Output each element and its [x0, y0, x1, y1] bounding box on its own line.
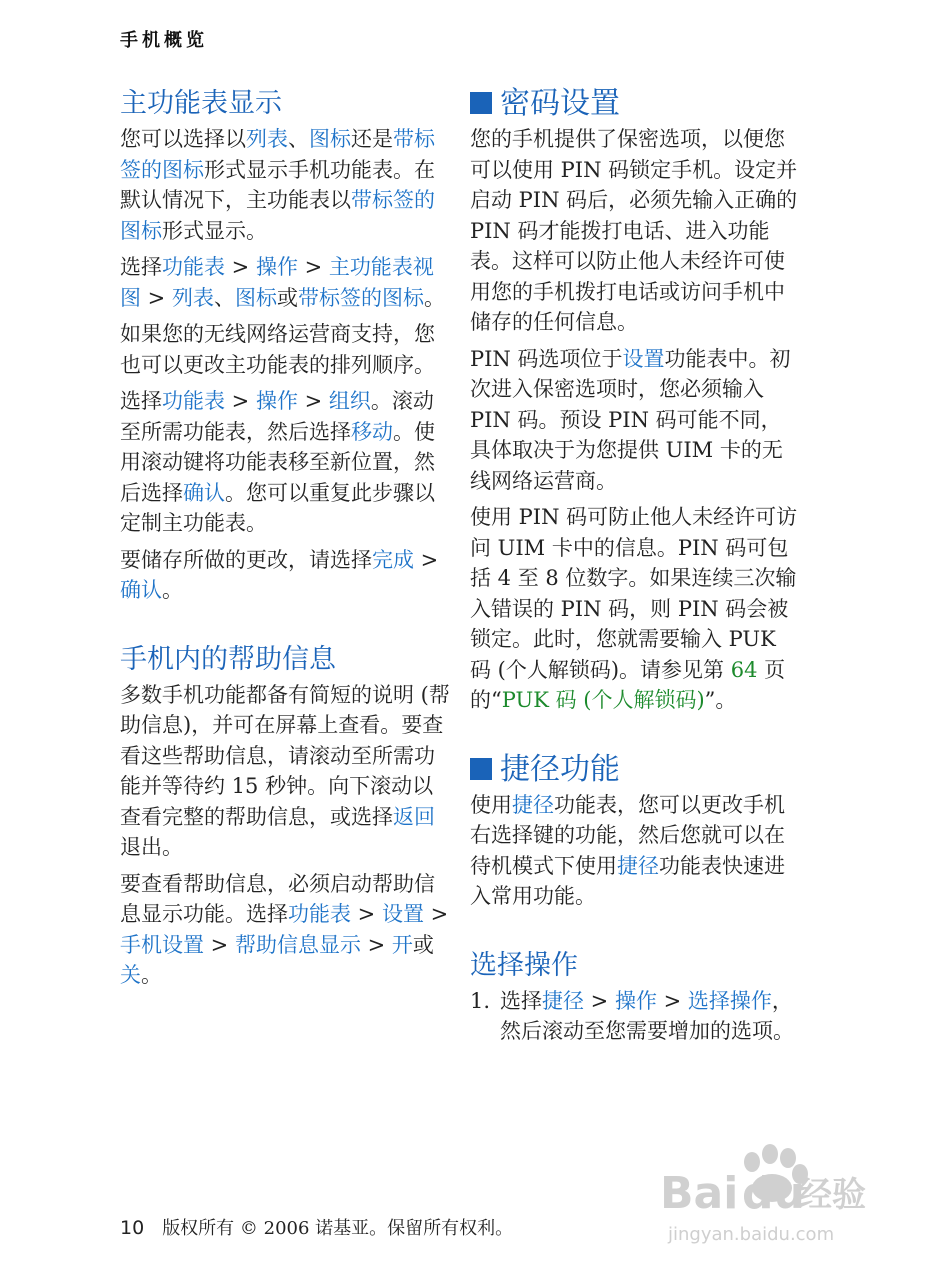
- link-shortcuts[interactable]: 捷径: [512, 792, 554, 817]
- section-title-select-options: 选择操作: [470, 949, 578, 981]
- link-options[interactable]: 操作: [255, 255, 298, 279]
- link-menu[interactable]: 功能表: [162, 255, 225, 279]
- link-settings[interactable]: 设置: [622, 346, 665, 371]
- paragraph: 使用捷径功能表，您可以更改手机右选择键的功能，然后您就可以在待机模式下使用捷径功能表快速进入常用功能。: [470, 792, 785, 908]
- paragraph: 如果您的无线网络运营商支持，您也可以更改主功能表的排列顺序。: [120, 322, 435, 377]
- link-shortcuts[interactable]: 捷径: [617, 853, 659, 878]
- link-labeled-icons[interactable]: 带标签的图标: [120, 127, 435, 182]
- link-done[interactable]: 完成: [372, 547, 414, 572]
- link-list[interactable]: 列表: [246, 127, 288, 151]
- link-icons[interactable]: 图标: [309, 127, 351, 151]
- link-options[interactable]: 操作: [614, 988, 657, 1013]
- section-title-shortcuts: 捷径功能: [470, 752, 800, 788]
- paragraph: 使用 PIN 码可防止他人未经许可访问 UIM 卡中的信息。PIN 码可包括 4 至 8 位数字。如果连续三次输入错误的 PIN 码，则 PIN 码会被锁定。此时，您就需要输入 PUK 码 (个人解锁码)。请参见第 64 页的“PUK 码 (个人解锁码)”。: [470, 505, 798, 712]
- link-puk-code[interactable]: PUK 码 (个人解锁码): [501, 688, 705, 712]
- list-item: 1. 选择捷径 > 操作 > 选择操作，然后滚动至您需要增加的选项。: [470, 988, 794, 1043]
- section-title-help: 手机内的帮助信息: [120, 643, 336, 675]
- link-icons[interactable]: 图标: [234, 285, 277, 310]
- svg-text:经验: 经验: [798, 1175, 866, 1215]
- link-ok[interactable]: 确认: [120, 578, 162, 602]
- baidu-watermark: [660, 1140, 870, 1250]
- copyright: 版权所有 © 2006 诺基亚。保留所有权利。: [162, 1218, 514, 1239]
- link-page-ref[interactable]: 64: [730, 657, 758, 682]
- svg-text:jingyan.baidu.com: jingyan.baidu.com: [668, 1224, 835, 1245]
- link-help-display[interactable]: 帮助信息显示: [234, 932, 361, 957]
- page-footer: [120, 1214, 513, 1240]
- section-title-main-menu: 主功能表显示: [120, 88, 282, 119]
- paragraph: 您的手机提供了保密选项，以便您可以使用 PIN 码锁定手机。设定并启动 PIN 码后，必须先输入正确的 PIN 码才能拨打电话、进入功能表。这样可以防止他人未经许可使用您的手机拨打电话或访问手机中储存的任何信息。: [470, 127, 798, 334]
- steps-list: [470, 986, 800, 1047]
- left-column: [120, 86, 450, 997]
- running-header: 手机概览: [120, 30, 208, 51]
- paragraph: 要储存所做的更改，请选择完成 > 确认。: [120, 547, 439, 602]
- paragraph: 要查看帮助信息，必须启动帮助信息显示功能。选择功能表 > 设置 > 手机设置 > 帮助信息显示 > 开或关。: [120, 871, 449, 987]
- link-phone-settings[interactable]: 手机设置: [120, 932, 204, 957]
- paragraph: 您可以选择以列表、图标还是带标签的图标形式显示手机功能表。在默认情况下，主功能表以带标签的图标形式显示。: [120, 127, 435, 243]
- right-column: [470, 86, 800, 1047]
- link-list[interactable]: 列表: [171, 285, 214, 310]
- link-on[interactable]: 开: [391, 932, 413, 957]
- link-ok[interactable]: 确认: [183, 480, 225, 505]
- paragraph: 多数手机功能都备有简短的说明 (帮助信息)，并可在屏幕上查看。要查看这些帮助信息，请滚动至所需功能并等待约 15 秒钟。向下滚动以查看完整的帮助信息，或选择返回退出。: [120, 682, 450, 859]
- link-options[interactable]: 操作: [255, 389, 298, 413]
- paragraph: PIN 码选项位于设置功能表中。初次进入保密选项时，您必须输入 PIN 码。预设 PIN 码可能不同，具体取决于为您提供 UIM 卡的无线网络运营商。: [470, 346, 791, 493]
- link-move[interactable]: 移动: [351, 419, 393, 444]
- link-select-options[interactable]: 选择操作: [687, 988, 772, 1013]
- svg-text:du: du: [742, 1168, 805, 1219]
- link-labeled-icons[interactable]: 带标签的图标: [297, 285, 424, 310]
- link-menu[interactable]: 功能表: [162, 389, 225, 413]
- link-menu[interactable]: 功能表: [288, 902, 351, 926]
- paragraph: 选择功能表 > 操作 > 组织。滚动至所需功能表，然后选择移动。使用滚动键将功能表移至新位置，然后选择确认。您可以重复此步骤以定制主功能表。: [120, 389, 435, 535]
- link-settings[interactable]: 设置: [381, 902, 424, 926]
- link-main-view[interactable]: 主功能表视图: [120, 255, 434, 310]
- link-labeled-icons[interactable]: 带标签的图标: [120, 188, 435, 243]
- section-title-security: 密码设置: [470, 86, 800, 122]
- page-number: 10: [120, 1217, 145, 1239]
- link-off[interactable]: 关: [120, 963, 141, 987]
- paragraph: 选择功能表 > 操作 > 主功能表视图 > 列表、图标或带标签的图标。: [120, 255, 445, 310]
- link-shortcuts[interactable]: 捷径: [542, 988, 584, 1013]
- link-back[interactable]: 返回: [393, 804, 435, 829]
- svg-text:Bai: Bai: [660, 1168, 739, 1219]
- section-square-icon: [470, 92, 492, 114]
- link-organize[interactable]: 组织: [328, 389, 371, 413]
- section-square-icon: [470, 758, 492, 780]
